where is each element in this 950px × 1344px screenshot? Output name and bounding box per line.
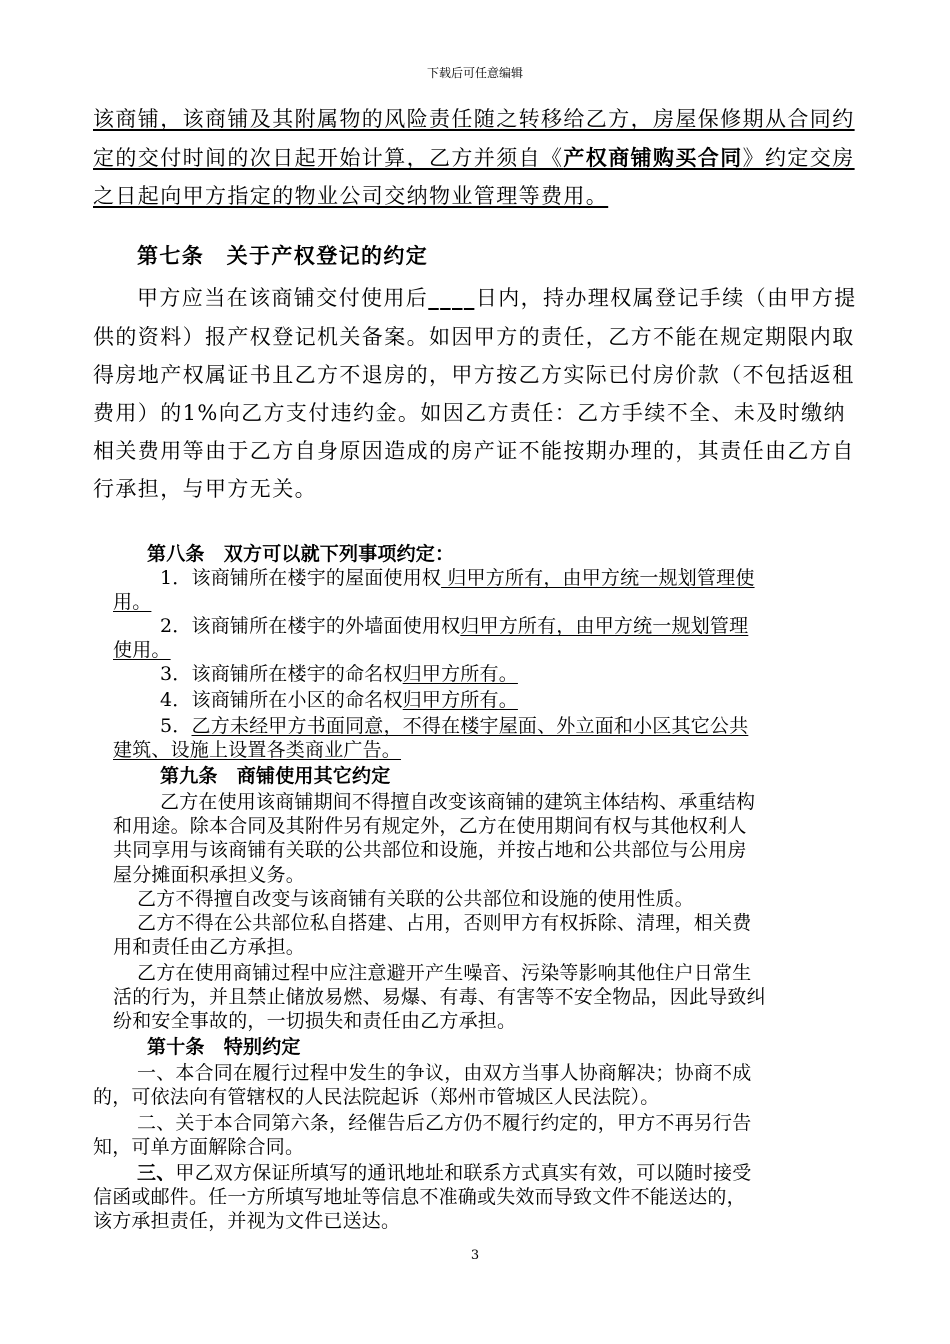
article9-line-9: 活的行为，并且禁止储放易燃、易爆、有毒、有害等不安全物品，因此导致纠 [113, 986, 766, 1008]
article9-line-6: 乙方不得在公共部位私自搭建、占用，否则甲方有权拆除、清理，相关费 [137, 912, 752, 934]
article8-item-5a: 5． [160, 715, 192, 737]
sec6-line-2 [93, 142, 855, 172]
article8-item-1b: 归甲方所有，由甲方统一规划管理使 [441, 567, 755, 589]
article8-item-4 [160, 685, 518, 712]
article8-item-3a: 3．该商铺所在楼宇的命名权 [160, 663, 403, 685]
article7-line-6: 行承担，与甲方无关。 [93, 477, 317, 501]
article8-item-1-cont: 用。 [113, 591, 152, 613]
page-number: 3 [470, 1248, 480, 1263]
article8-item-2a: 2．该商铺所在楼宇的外墙面使用权 [160, 615, 461, 637]
article9-title: 第九条 商铺使用其它约定 [160, 765, 391, 787]
article9-line-5: 乙方不得擅自改变与该商铺有关联的公共部位和设施的使用性质。 [137, 888, 694, 910]
sec6-line-1: 该商铺，该商铺及其附属物的风险责任随之转移给乙方，房屋保修期从合同约 [93, 107, 855, 131]
article9-line-1: 乙方在使用该商铺期间不得擅自改变该商铺的建筑主体结构、承重结构 [160, 791, 756, 813]
article10-line-7: 该方承担责任，并视为文件已送达。 [93, 1210, 401, 1232]
article10-line-4: 知，可单方面解除合同。 [93, 1136, 305, 1158]
article9-line-10: 纷和安全事故的，一切损失和责任由乙方承担。 [113, 1010, 517, 1032]
article7-title: 第七条 关于产权登记的约定 [137, 243, 429, 268]
article9-line-2: 和用途。除本合同及其附件另有规定外，乙方在使用期间有权与其他权利人 [113, 815, 747, 837]
article7-line-4: 费用）的1%向乙方支付违约金。如因乙方责任：乙方手续不全、未及时缴纳 [93, 401, 846, 425]
article8-item-5b: 乙方未经甲方书面同意，不得在楼宇屋面、外立面和小区其它公共 [191, 715, 749, 737]
article10-line-3: 二、关于本合同第六条，经催告后乙方仍不履行约定的，甲方不再另行告 [137, 1112, 752, 1134]
article10-line-5a: 三、 [137, 1162, 176, 1184]
article7-line-1a: 甲方应当在该商铺交付使用后 [137, 286, 429, 310]
article8-item-2b: 归甲方所有，由甲方统一规划管理 [460, 615, 749, 637]
article7-line-5: 相关费用等由于乙方自身原因造成的房产证不能按期办理的，其责任由乙方自 [93, 439, 855, 463]
article10-line-2: 的，可依法向有管辖权的人民法院起诉（郑州市管城区人民法院）。 [93, 1086, 660, 1108]
article7-days-blank: ____ [428, 285, 476, 310]
article8-item-1 [160, 563, 755, 590]
article9-line-8: 乙方在使用商铺过程中应注意避开产生噪音、污染等影响其他住户日常生 [137, 962, 752, 984]
article8-item-4a: 4．该商铺所在小区的命名权 [160, 689, 403, 711]
article8-title: 第八条 双方可以就下列事项约定： [147, 543, 455, 565]
article9-line-7: 用和责任由乙方承担。 [113, 936, 306, 958]
sec6-line-3: 之日起向甲方指定的物业公司交纳物业管理等费用。 [93, 184, 609, 208]
article8-item-3b: 归甲方所有。 [402, 663, 518, 685]
article10-title: 第十条 特别约定 [147, 1036, 301, 1058]
sec6-line-2a: 定的交付时间的次日起开始计算，乙方并须自《 [93, 146, 564, 170]
article10-line-5 [137, 1158, 751, 1185]
article10-line-1: 一、本合同在履行过程中发生的争议，由双方当事人协商解决；协商不成 [137, 1062, 752, 1084]
article7-line-1 [137, 282, 857, 312]
article7-line-1b: 日内，持办理权属登记手续（由甲方提 [475, 286, 857, 310]
article8-item-5-cont: 建筑、设施上设置各类商业广告。 [113, 739, 402, 761]
article8-item-2-cont: 使用。 [113, 639, 171, 661]
article8-item-4b: 归甲方所有。 [402, 689, 518, 711]
article10-line-6: 信函或邮件。任一方所填写地址等信息不准确或失效而导致文件不能送达的， [93, 1186, 746, 1208]
article10-line-5b: 甲乙双方保证所填写的通讯地址和联系方式真实有效，可以随时接受 [175, 1162, 752, 1184]
article8-item-1a: 1．该商铺所在楼宇的屋面使用权 [160, 567, 442, 589]
article8-item-2 [160, 611, 748, 638]
article7-line-3: 得房地产权属证书且乙方不退房的，甲方按乙方实际已付房价款（不包括返租 [93, 363, 855, 387]
article7-line-2: 供的资料）报产权登记机关备案。如因甲方的责任，乙方不能在规定期限内取 [93, 325, 855, 349]
article8-item-5 [160, 711, 748, 738]
article9-line-4: 屋分摊面积承担义务。 [113, 864, 306, 886]
sec6-line-2c: 》约定交房 [742, 146, 855, 170]
sec6-contract-name: 产权商铺购买合同 [563, 145, 743, 170]
page-header-note: 下载后可任意编辑 [426, 66, 523, 80]
article9-line-3: 共同享用与该商铺有关联的公共部位和设施，并按占地和公共部位与公用房 [113, 839, 747, 861]
article8-item-3 [160, 659, 518, 686]
